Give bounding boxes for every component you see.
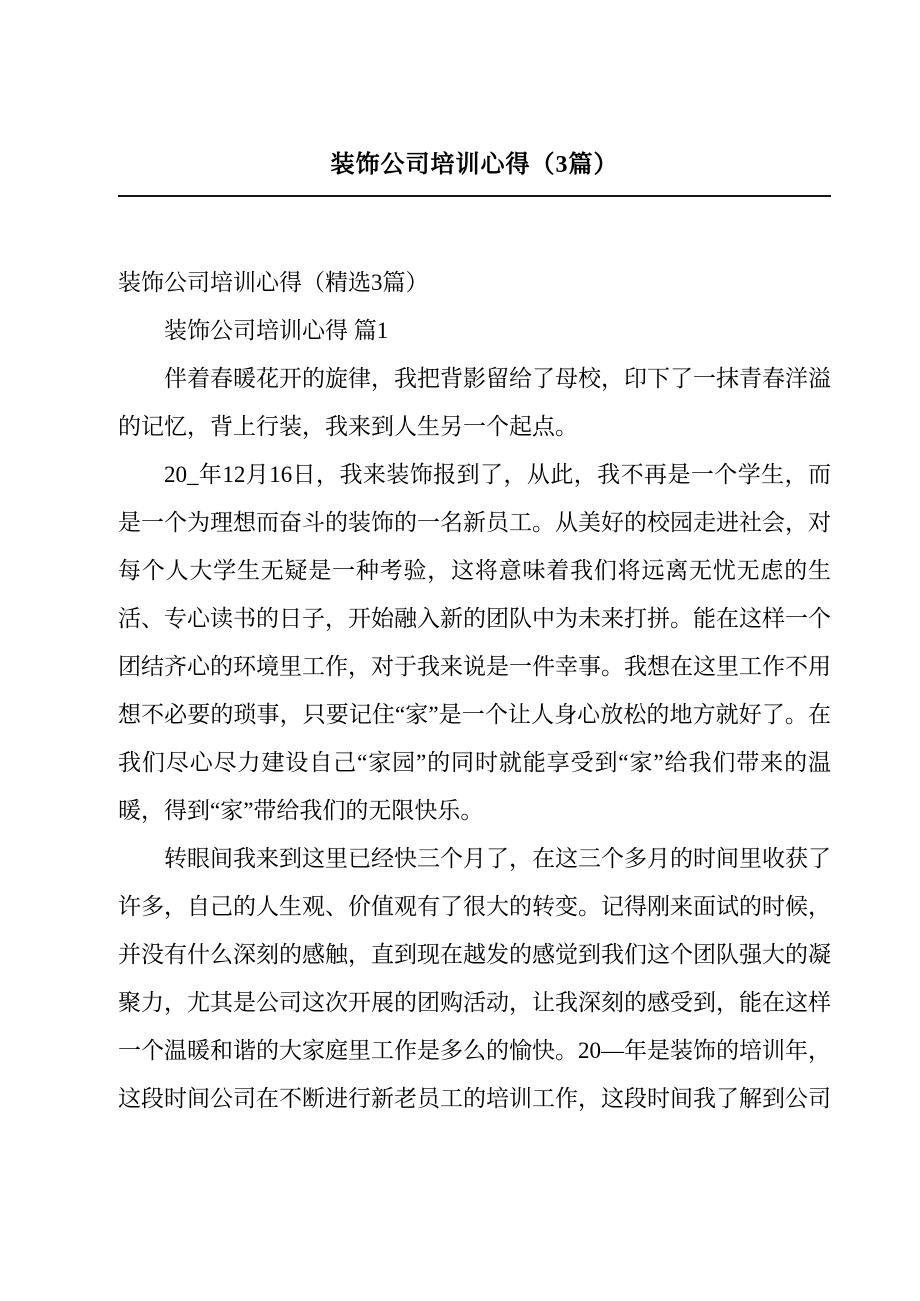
paragraph: 装饰公司培训心得 篇1 [164,318,389,343]
title-divider [118,195,831,197]
document-title: 装饰公司培训心得（3篇） [330,152,619,178]
paragraph: 20_年12月16日，我来装饰报到了，从此，我不再是一个学生，而是一个为理想而奋斗的装饰的一名新员工。从美好的校园走进社会，对每个人大学生无疑是一种考验，这将意味着我们将远离无忧无虑的生活、专心读书的日子，开始融入新的团队中为未来打拼。能在这样一个团结齐心的环境里工作，对于我来说是一件幸事。我想在这里工作不用想不必要的琐事，只要记住“家”是一个让人身心放松的地方就好了。在我们尽心尽力建设自己“家园”的同时就能享受到“家”给我们带来的温暖，得到“家”带给我们的无限快乐。 [118,462,831,823]
paragraph: 装饰公司培训心得（精选3篇） [118,270,429,295]
document-body [118,259,831,1123]
paragraph: 伴着春暖花开的旋律，我把背影留给了母校，印下了一抹青春洋溢的记忆，背上行装，我来到人生另一个起点。 [118,366,831,439]
paragraph: 转眼间我来到这里已经快三个月了，在这三个多月的时间里收获了许多，自己的人生观、价值观有了很大的转变。记得刚来面试的时候，并没有什么深刻的感触，直到现在越发的感觉到我们这个团队强大的凝聚力，尤其是公司这次开展的团购活动，让我深刻的感受到，能在这样一个温暖和谐的大家庭里工作是多么的愉快。20—年是装饰的培训年，这段时间公司在不断进行新老员工的培训工作，这段时间我了解到公司 [118,846,831,1111]
